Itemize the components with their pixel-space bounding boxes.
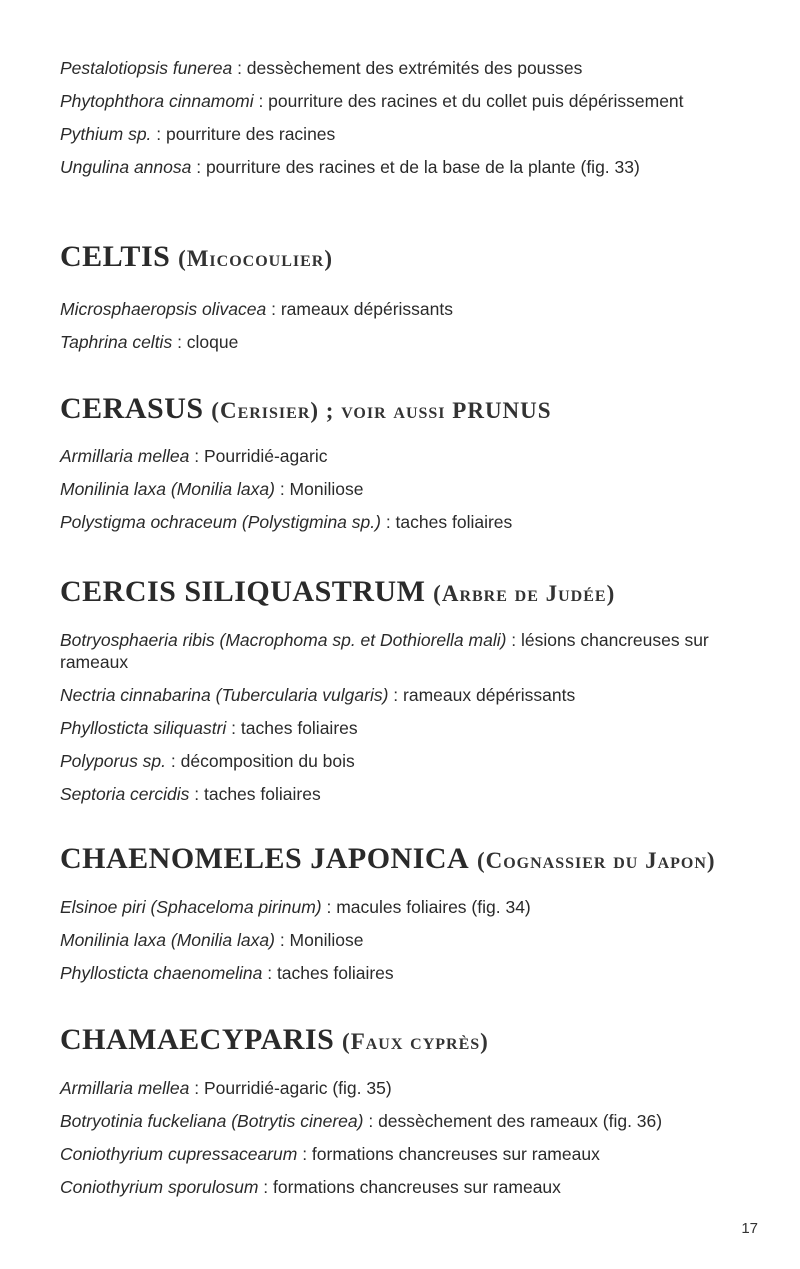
scientific-name: Taphrina celtis — [60, 332, 173, 352]
entry: Phyllosticta chaenomelina : taches foliaires — [60, 963, 394, 983]
description: taches foliaires — [395, 512, 513, 532]
entry: Phyllosticta siliquastri : taches foliaires — [60, 718, 358, 738]
top-entries — [60, 57, 760, 189]
genus-name: CHAENOMELES JAPONICA — [60, 842, 470, 875]
entry: Polyporus sp. : décomposition du bois — [60, 751, 355, 771]
description: taches foliaires — [240, 718, 358, 738]
common-name: (Faux cyprès) — [342, 1029, 489, 1054]
description: rameaux dépérissants — [403, 685, 576, 705]
entry: Pestalotiopsis funerea : dessèchement des extrémités des pousses — [60, 58, 583, 78]
scientific-name: Coniothyrium sporulosum — [60, 1177, 259, 1197]
scientific-name: Phyllosticta siliquastri — [60, 718, 227, 738]
common-name: (Cerisier) ; voir aussi PRUNUS — [211, 398, 552, 423]
common-name: (Arbre de Judée) — [433, 581, 616, 606]
description: dessèchement des rameaux (fig. 36) — [378, 1111, 663, 1131]
scientific-name: Microsphaeropsis olivacea — [60, 299, 267, 319]
section-cercis — [60, 575, 760, 816]
scientific-name: Phyllosticta chaenomelina — [60, 963, 263, 983]
description: Pourridié-agaric — [203, 446, 328, 466]
entry: Armillaria mellea : Pourridié-agaric — [60, 446, 328, 466]
description: dessèchement des extrémités des pousses — [246, 58, 583, 78]
genus-name: CERCIS SILIQUASTRUM — [60, 575, 426, 608]
section-celtis — [60, 240, 760, 364]
scientific-name: Ungulina annosa — [60, 157, 192, 177]
entry: Monilinia laxa (Monilia laxa) : Moniliose — [60, 479, 364, 499]
description: cloque — [186, 332, 239, 352]
entry: Armillaria mellea : Pourridié-agaric (fig. 35) — [60, 1078, 392, 1098]
description: décomposition du bois — [180, 751, 355, 771]
entry: Nectria cinnabarina (Tubercularia vulgaris) : rameaux dépérissants — [60, 685, 576, 705]
scientific-name: Septoria cercidis — [60, 784, 190, 804]
description: formations chancreuses sur rameaux — [311, 1144, 600, 1164]
genus-name: CHAMAECYPARIS — [60, 1023, 335, 1056]
section-heading — [60, 1023, 760, 1059]
entry: Monilinia laxa (Monilia laxa) : Moniliose — [60, 930, 364, 950]
description: pourriture des racines et du collet puis dépérissement — [268, 91, 684, 111]
section-heading — [60, 240, 760, 276]
genus-name: CERASUS — [60, 392, 204, 425]
entry: Botryotinia fuckeliana (Botrytis cinerea) : dessèchement des rameaux (fig. 36) — [60, 1111, 663, 1131]
scientific-name: Monilinia laxa (Monilia laxa) — [60, 479, 275, 499]
scientific-name: Polyporus sp. — [60, 751, 167, 771]
entry: Septoria cercidis : taches foliaires — [60, 784, 321, 804]
description: Moniliose — [289, 930, 364, 950]
description: formations chancreuses sur rameaux — [273, 1177, 561, 1197]
scientific-name: Pestalotiopsis funerea — [60, 58, 233, 78]
entry: Pythium sp. : pourriture des racines — [60, 124, 336, 144]
entry: Coniothyrium sporulosum : formations chancreuses sur rameaux — [60, 1177, 561, 1197]
scientific-name: Phytophthora cinnamomi — [60, 91, 254, 111]
scientific-name: Botryotinia fuckeliana (Botrytis cinerea) — [60, 1111, 364, 1131]
entry: Taphrina celtis : cloque — [60, 332, 239, 352]
description: taches foliaires — [276, 963, 394, 983]
entry: Elsinoe piri (Sphaceloma pirinum) : macules foliaires (fig. 34) — [60, 897, 531, 917]
scientific-name: Monilinia laxa (Monilia laxa) — [60, 930, 275, 950]
entry: Ungulina annosa : pourriture des racines et de la base de la plante (fig. 33) — [60, 157, 640, 177]
scientific-name: Elsinoe piri (Sphaceloma pirinum) — [60, 897, 322, 917]
description: lésions chancreuses sur rameaux — [60, 630, 709, 672]
description: rameaux dépérissants — [280, 299, 453, 319]
section-heading — [60, 575, 760, 611]
description: macules foliaires (fig. 34) — [336, 897, 531, 917]
entry: Microsphaeropsis olivacea : rameaux dépérissants — [60, 299, 453, 319]
description: Moniliose — [289, 479, 364, 499]
common-name: (Cognassier du Japon) — [476, 848, 716, 873]
entry: Botryosphaeria ribis (Macrophoma sp. et Dothiorella mali) : lésions chancreuses sur rameaux — [60, 630, 709, 672]
page-number: 17 — [741, 1220, 758, 1237]
section-chamaecyparis — [60, 1023, 760, 1209]
scientific-name: Armillaria mellea — [60, 446, 190, 466]
entry: Phytophthora cinnamomi : pourriture des racines et du collet puis dépérissement — [60, 91, 684, 111]
entry: Coniothyrium cupressacearum : formations chancreuses sur rameaux — [60, 1144, 600, 1164]
scientific-name: Nectria cinnabarina (Tubercularia vulgaris) — [60, 685, 389, 705]
scientific-name: Botryosphaeria ribis (Macrophoma sp. et Dothiorella mali) — [60, 630, 507, 650]
section-heading — [60, 842, 760, 878]
section-heading — [60, 392, 760, 428]
common-name: (Micocoulier) — [178, 246, 333, 271]
section-chaenomeles — [60, 842, 760, 995]
description: taches foliaires — [203, 784, 321, 804]
section-cerasus — [60, 392, 760, 544]
entry: Polystigma ochraceum (Polystigmina sp.) : taches foliaires — [60, 512, 513, 532]
description: pourriture des racines — [166, 124, 336, 144]
description: Pourridié-agaric (fig. 35) — [203, 1078, 392, 1098]
scientific-name: Armillaria mellea — [60, 1078, 190, 1098]
scientific-name: Polystigma ochraceum (Polystigmina sp.) — [60, 512, 381, 532]
scientific-name: Coniothyrium cupressacearum — [60, 1144, 298, 1164]
genus-name: CELTIS — [60, 240, 171, 273]
description: pourriture des racines et de la base de la plante (fig. 33) — [205, 157, 640, 177]
scientific-name: Pythium sp. — [60, 124, 152, 144]
